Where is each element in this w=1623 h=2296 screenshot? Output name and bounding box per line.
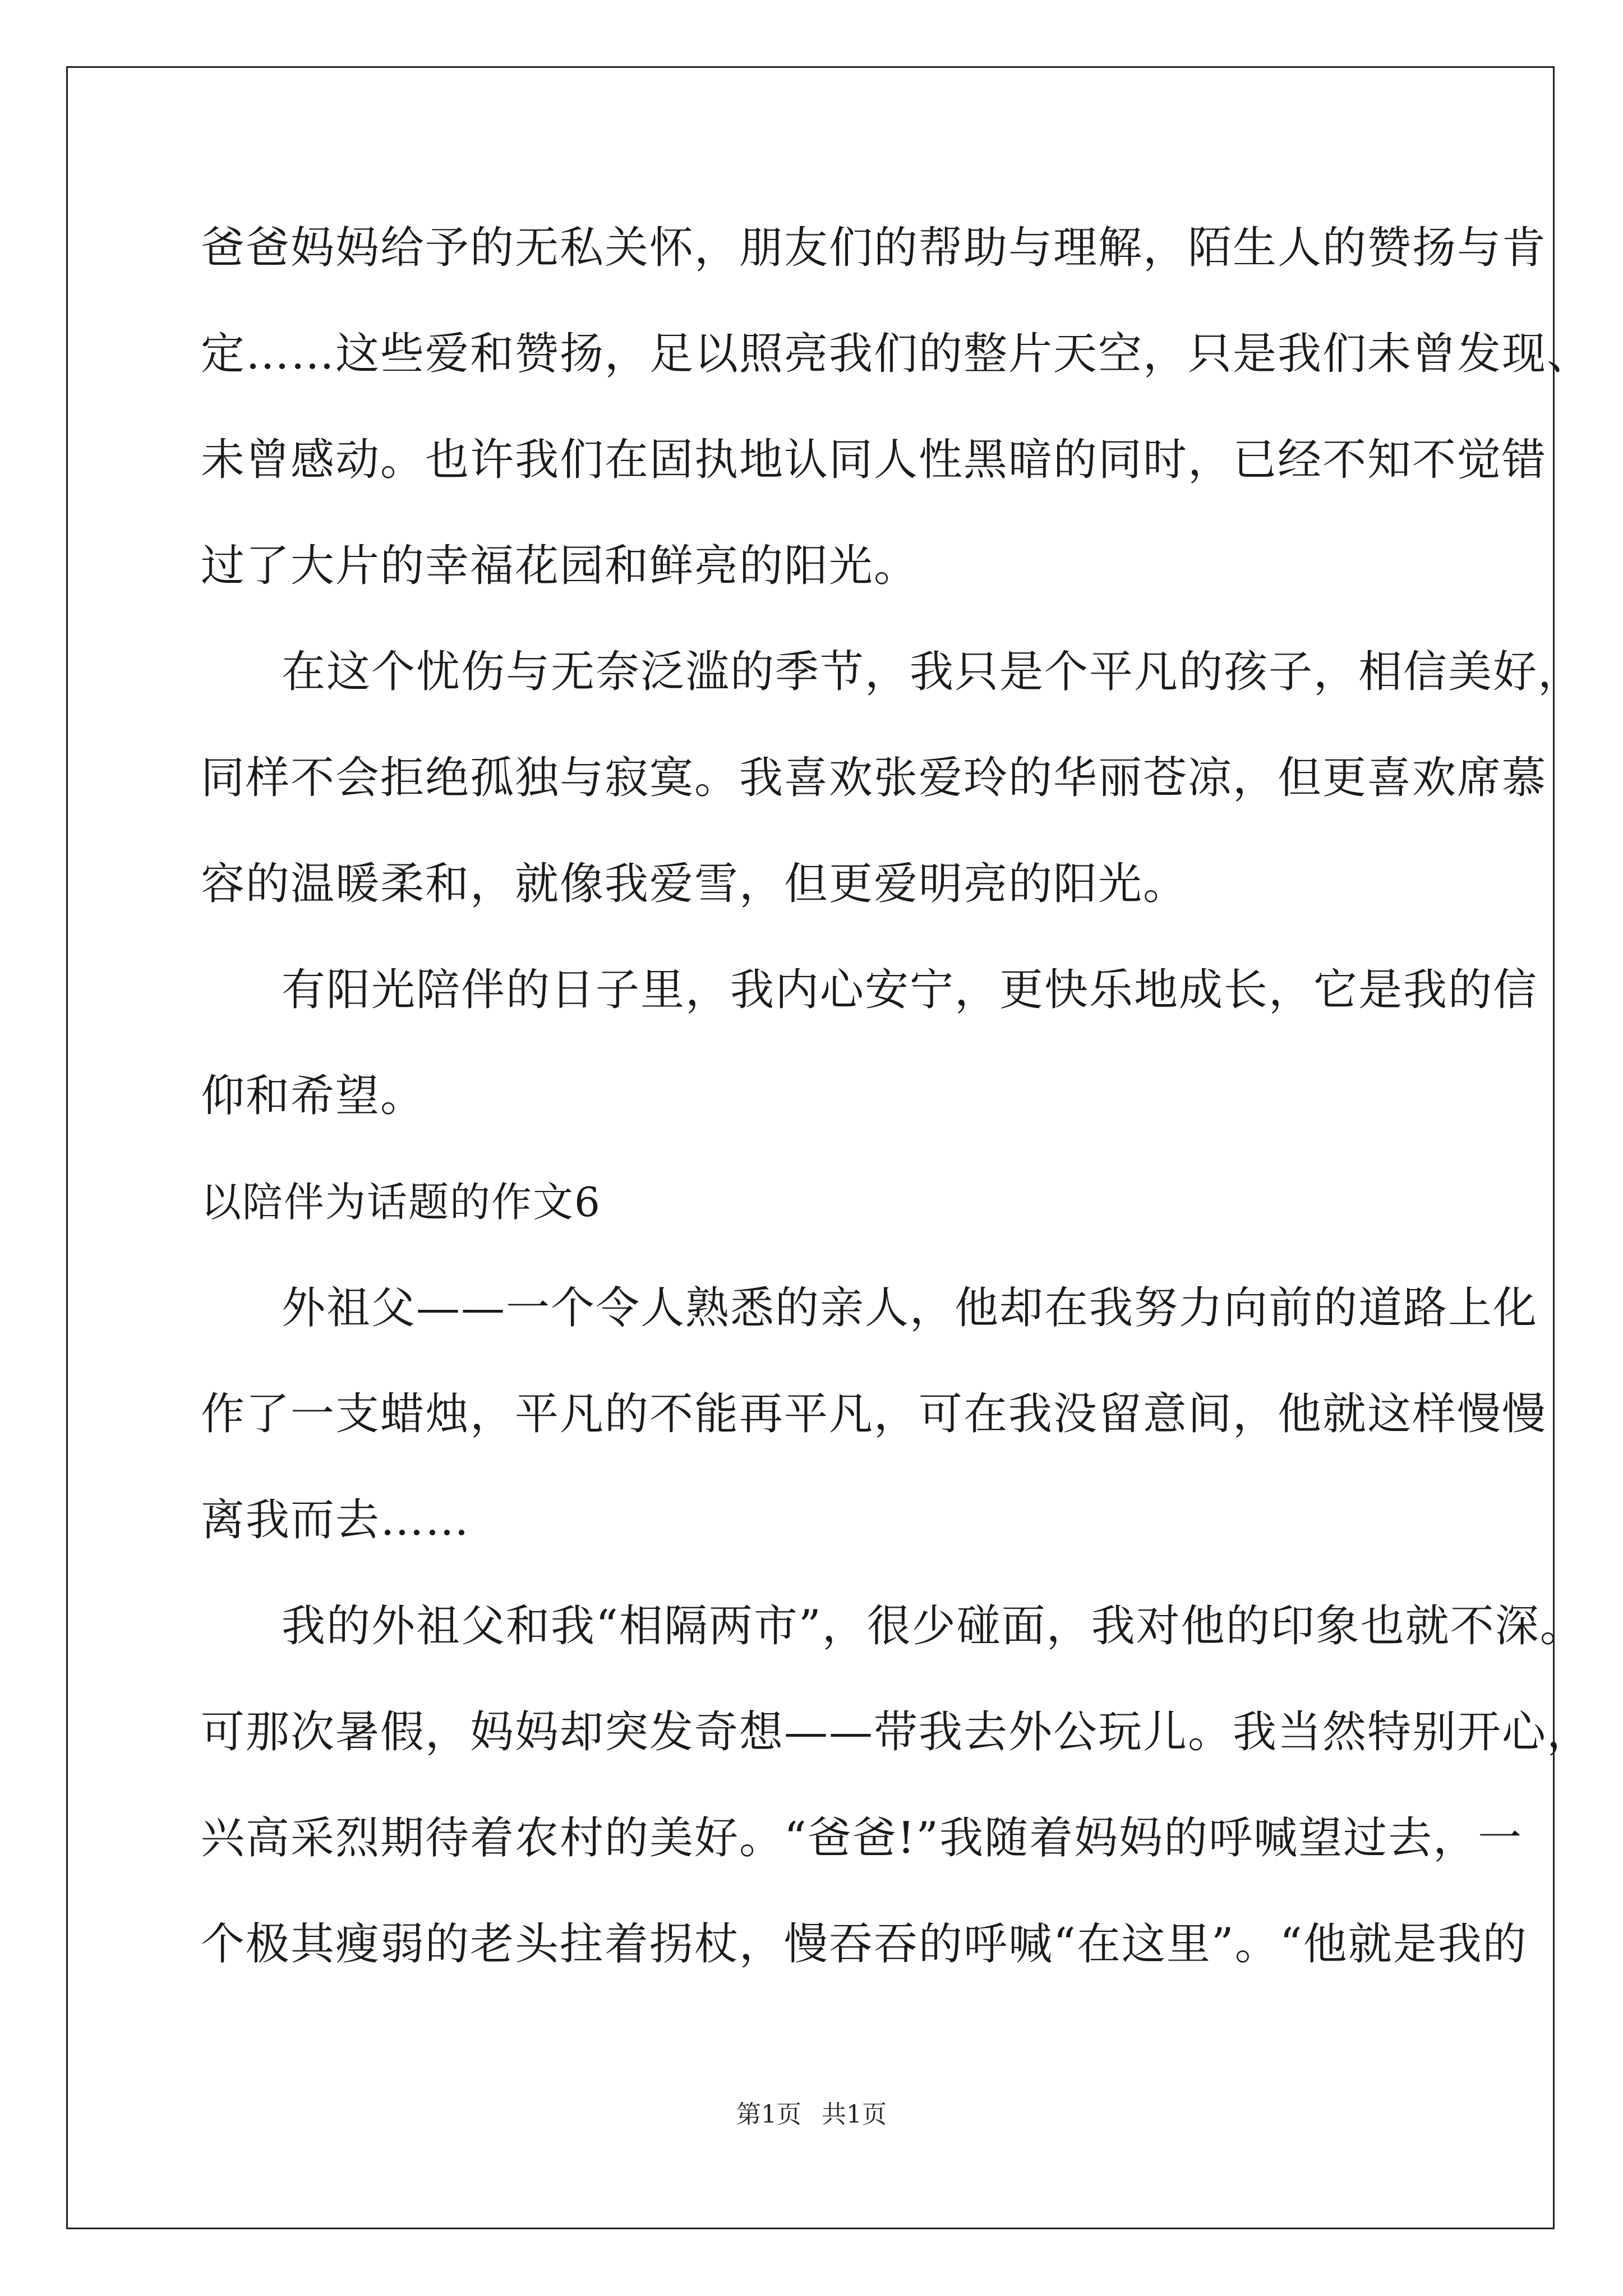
paragraph-line: 过了大片的幸福花园和鲜亮的阳光。: [201, 541, 919, 591]
paragraph-line: 外祖父——一个令人熟悉的亲人，他却在我努力向前的道路上化: [282, 1283, 1538, 1333]
paragraph-line: 有阳光陪伴的日子里，我内心安宁，更快乐地成长，它是我的信: [282, 965, 1538, 1015]
section-heading: 以陪伴为话题的作文6: [201, 1179, 601, 1226]
paragraph-line: 离我而去……: [201, 1495, 471, 1545]
paragraph-line: 容的温暖柔和，就像我爱雪，但更爱明亮的阳光。: [201, 859, 1188, 909]
page-number: 第1页: [736, 2100, 801, 2129]
paragraph-line: 兴高采烈期待着农村的美好。“爸爸!”我随着妈妈的呼喊望过去，一: [201, 1813, 1523, 1864]
paragraph-line: 可那次暑假，妈妈却突发奇想——带我去外公玩儿。我当然特别开心，: [201, 1707, 1592, 1757]
paragraph-line: 我的外祖父和我“相隔两市”，很少碰面，我对他的印象也就不深。: [282, 1601, 1585, 1651]
paragraph-line: 仰和希望。: [201, 1071, 426, 1121]
page-footer: [0, 2098, 1623, 2132]
paragraph-line: 作了一支蜡烛，平凡的不能再平凡，可在我没留意间，他就这样慢慢: [201, 1389, 1547, 1439]
paragraph-line: 爸爸妈妈给予的无私关怀，朋友们的帮助与理解，陌生人的赞扬与肯: [201, 223, 1547, 273]
paragraph-line: 未曾感动。也许我们在固执地认同人性黑暗的同时，已经不知不觉错: [201, 435, 1547, 485]
paragraph-line: 同样不会拒绝孤独与寂寞。我喜欢张爱玲的华丽苍凉，但更喜欢席慕: [201, 753, 1547, 803]
paragraph-line: 在这个忧伤与无奈泛滥的季节，我只是个平凡的孩子，相信美好，: [282, 647, 1583, 697]
paragraph-line: 个极其瘦弱的老头拄着拐杖，慢吞吞的呼喊“在这里”。“他就是我的: [201, 1919, 1528, 1970]
page-total: 共1页: [822, 2100, 887, 2129]
paragraph-line: 定……这些爱和赞扬，足以照亮我们的整片天空，只是我们未曾发现、: [201, 329, 1592, 379]
page-border: [66, 66, 1555, 2229]
